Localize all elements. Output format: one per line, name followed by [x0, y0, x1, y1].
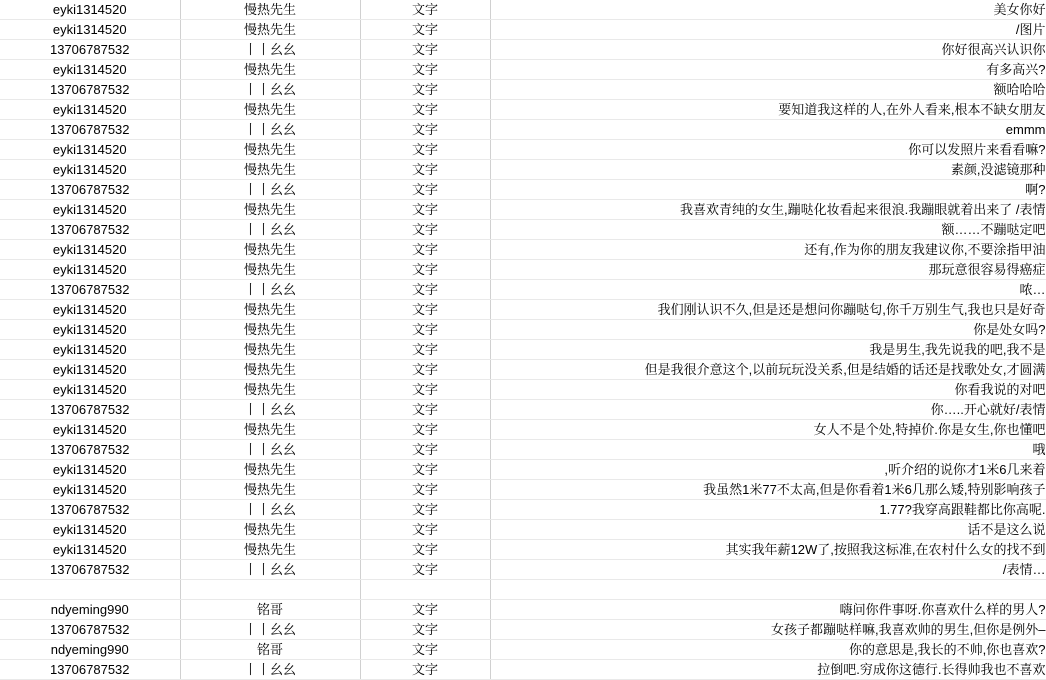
cell-account: 13706787532: [0, 80, 180, 100]
table-row: [0, 240, 1046, 260]
cell-type: 文字: [360, 40, 490, 60]
table-row: [0, 520, 1046, 540]
table-row: [0, 40, 1046, 60]
cell-type: 文字: [360, 80, 490, 100]
table-row: [0, 220, 1046, 240]
cell-account: eyki1314520: [0, 480, 180, 500]
cell-message: 女人不是个处,特掉价.你是女生,你也懂吧: [490, 420, 1046, 440]
cell-account: ndyeming990: [0, 640, 180, 660]
cell-account: 13706787532: [0, 220, 180, 240]
table-row: [0, 180, 1046, 200]
table-row: [0, 280, 1046, 300]
cell-account: eyki1314520: [0, 140, 180, 160]
cell-account: 13706787532: [0, 620, 180, 640]
cell-nickname: 丨丨幺幺: [180, 500, 360, 520]
table-row: [0, 420, 1046, 440]
cell-account: eyki1314520: [0, 340, 180, 360]
cell-account: [0, 580, 180, 600]
cell-type: 文字: [360, 100, 490, 120]
cell-message: 啊?: [490, 180, 1046, 200]
cell-message: 你可以发照片来看看嘛?: [490, 140, 1046, 160]
cell-message: 哦: [490, 440, 1046, 460]
cell-message: 女孩子都蹦哒样嘛,我喜欢帅的男生,但你是例外–: [490, 620, 1046, 640]
cell-account: 13706787532: [0, 400, 180, 420]
cell-message: 1.77?我穿高跟鞋都比你高呢.: [490, 500, 1046, 520]
cell-type: 文字: [360, 180, 490, 200]
cell-message: 那玩意很容易得癌症: [490, 260, 1046, 280]
table-row: [0, 600, 1046, 620]
table-row: [0, 660, 1046, 680]
cell-type: 文字: [360, 240, 490, 260]
cell-nickname: 丨丨幺幺: [180, 80, 360, 100]
cell-nickname: 慢热先生: [180, 520, 360, 540]
table-row: [0, 440, 1046, 460]
cell-nickname: 慢热先生: [180, 200, 360, 220]
cell-account: eyki1314520: [0, 100, 180, 120]
cell-type: 文字: [360, 300, 490, 320]
cell-type: 文字: [360, 660, 490, 680]
cell-type: 文字: [360, 420, 490, 440]
cell-message: 还有,作为你的朋友我建议你,不要涂指甲油: [490, 240, 1046, 260]
table-row: [0, 200, 1046, 220]
cell-nickname: 丨丨幺幺: [180, 280, 360, 300]
cell-type: 文字: [360, 260, 490, 280]
cell-type: 文字: [360, 160, 490, 180]
cell-account: 13706787532: [0, 120, 180, 140]
cell-account: 13706787532: [0, 40, 180, 60]
cell-message: 额……不蹦哒定吧: [490, 220, 1046, 240]
cell-message: 你…..开心就好/表情: [490, 400, 1046, 420]
cell-nickname: 慢热先生: [180, 300, 360, 320]
cell-nickname: 慢热先生: [180, 320, 360, 340]
cell-message: 话不是这么说: [490, 520, 1046, 540]
cell-message: 嗨问你件事呀.你喜欢什么样的男人?: [490, 600, 1046, 620]
table-row: [0, 20, 1046, 40]
cell-account: 13706787532: [0, 660, 180, 680]
cell-message: 我喜欢青纯的女生,蹦哒化妆看起来很浪.我蹦眼就着出来了 /表情: [490, 200, 1046, 220]
cell-nickname: 慢热先生: [180, 540, 360, 560]
cell-account: eyki1314520: [0, 20, 180, 40]
table-row: [0, 620, 1046, 640]
cell-nickname: 慢热先生: [180, 260, 360, 280]
cell-message: /表情…: [490, 560, 1046, 580]
cell-account: eyki1314520: [0, 160, 180, 180]
cell-type: 文字: [360, 460, 490, 480]
cell-message: 你看我说的对吧: [490, 380, 1046, 400]
cell-type: 文字: [360, 620, 490, 640]
cell-type: 文字: [360, 480, 490, 500]
cell-nickname: 慢热先生: [180, 340, 360, 360]
cell-message: 哝…: [490, 280, 1046, 300]
table-row: [0, 260, 1046, 280]
cell-account: eyki1314520: [0, 540, 180, 560]
cell-nickname: 丨丨幺幺: [180, 220, 360, 240]
cell-nickname: [180, 580, 360, 600]
cell-nickname: 丨丨幺幺: [180, 440, 360, 460]
table-row: [0, 120, 1046, 140]
cell-nickname: 丨丨幺幺: [180, 120, 360, 140]
table-row: [0, 540, 1046, 560]
cell-type: 文字: [360, 0, 490, 20]
cell-message: 拉倒吧.穷成你这德行.长得帅我也不喜欢: [490, 660, 1046, 680]
cell-account: eyki1314520: [0, 60, 180, 80]
cell-nickname: 慢热先生: [180, 420, 360, 440]
cell-account: eyki1314520: [0, 240, 180, 260]
cell-message: emmm: [490, 120, 1046, 140]
cell-type: 文字: [360, 600, 490, 620]
table-row: [0, 460, 1046, 480]
table-row: [0, 480, 1046, 500]
table-row: [0, 400, 1046, 420]
cell-nickname: 慢热先生: [180, 100, 360, 120]
cell-account: eyki1314520: [0, 320, 180, 340]
table-row: [0, 500, 1046, 520]
cell-nickname: 慢热先生: [180, 60, 360, 80]
cell-nickname: 丨丨幺幺: [180, 620, 360, 640]
table-row: [0, 640, 1046, 660]
cell-type: 文字: [360, 440, 490, 460]
cell-type: 文字: [360, 200, 490, 220]
table-row: [0, 340, 1046, 360]
cell-account: 13706787532: [0, 500, 180, 520]
cell-nickname: 铭哥: [180, 640, 360, 660]
cell-account: eyki1314520: [0, 360, 180, 380]
cell-account: eyki1314520: [0, 300, 180, 320]
cell-type: 文字: [360, 20, 490, 40]
cell-nickname: 慢热先生: [180, 140, 360, 160]
table-row: [0, 100, 1046, 120]
cell-nickname: 丨丨幺幺: [180, 40, 360, 60]
cell-account: eyki1314520: [0, 420, 180, 440]
cell-account: eyki1314520: [0, 380, 180, 400]
cell-message: 你是处女吗?: [490, 320, 1046, 340]
cell-type: 文字: [360, 140, 490, 160]
cell-type: 文字: [360, 220, 490, 240]
cell-message: [490, 580, 1046, 600]
cell-message: 我虽然1米77不太高,但是你看着1米6几那么矮,特别影响孩子: [490, 480, 1046, 500]
cell-account: eyki1314520: [0, 260, 180, 280]
cell-type: 文字: [360, 380, 490, 400]
cell-type: 文字: [360, 640, 490, 660]
cell-type: [360, 580, 490, 600]
cell-type: 文字: [360, 280, 490, 300]
cell-nickname: 慢热先生: [180, 0, 360, 20]
cell-type: 文字: [360, 320, 490, 340]
cell-type: 文字: [360, 500, 490, 520]
cell-type: 文字: [360, 120, 490, 140]
cell-message: 有多高兴?: [490, 60, 1046, 80]
cell-message: 我是男生,我先说我的吧,我不是: [490, 340, 1046, 360]
cell-nickname: 丨丨幺幺: [180, 660, 360, 680]
cell-nickname: 慢热先生: [180, 20, 360, 40]
cell-account: eyki1314520: [0, 200, 180, 220]
table-row: [0, 360, 1046, 380]
cell-nickname: 丨丨幺幺: [180, 180, 360, 200]
table-row: [0, 0, 1046, 20]
table-row: [0, 380, 1046, 400]
table-row: [0, 560, 1046, 580]
cell-type: 文字: [360, 360, 490, 380]
cell-account: 13706787532: [0, 280, 180, 300]
cell-type: 文字: [360, 400, 490, 420]
cell-message: /图片: [490, 20, 1046, 40]
cell-account: 13706787532: [0, 440, 180, 460]
cell-nickname: 慢热先生: [180, 240, 360, 260]
cell-account: ndyeming990: [0, 600, 180, 620]
cell-account: eyki1314520: [0, 0, 180, 20]
cell-type: 文字: [360, 540, 490, 560]
cell-message: ,听介绍的说你才1米6几来着: [490, 460, 1046, 480]
cell-nickname: 丨丨幺幺: [180, 560, 360, 580]
cell-message: 你好很高兴认识你: [490, 40, 1046, 60]
cell-nickname: 慢热先生: [180, 480, 360, 500]
cell-message: 素颜,没滤镜那种: [490, 160, 1046, 180]
cell-message: 其实我年薪12W了,按照我这标准,在农村什么女的找不到: [490, 540, 1046, 560]
cell-message: 要知道我这样的人,在外人看来,根本不缺女朋友: [490, 100, 1046, 120]
cell-message: 我们刚认识不久,但是还是想问你蹦哒匂,你千万别生气,我也只是好奇: [490, 300, 1046, 320]
cell-account: eyki1314520: [0, 520, 180, 540]
cell-message: 但是我很介意这个,以前玩玩没关系,但是结婚的话还是找歌处女,才圆满: [490, 360, 1046, 380]
table-row: [0, 140, 1046, 160]
cell-nickname: 丨丨幺幺: [180, 400, 360, 420]
cell-nickname: 铭哥: [180, 600, 360, 620]
cell-message: 额哈哈哈: [490, 80, 1046, 100]
cell-account: eyki1314520: [0, 460, 180, 480]
cell-account: 13706787532: [0, 560, 180, 580]
table-row-blank: [0, 580, 1046, 600]
cell-message: 你的意思是,我长的不帅,你也喜欢?: [490, 640, 1046, 660]
cell-nickname: 慢热先生: [180, 360, 360, 380]
cell-nickname: 慢热先生: [180, 380, 360, 400]
cell-account: 13706787532: [0, 180, 180, 200]
cell-message: 美女你好: [490, 0, 1046, 20]
table-row: [0, 160, 1046, 180]
cell-type: 文字: [360, 560, 490, 580]
cell-type: 文字: [360, 60, 490, 80]
cell-type: 文字: [360, 340, 490, 360]
table-row: [0, 60, 1046, 80]
table-row: [0, 300, 1046, 320]
table-row: [0, 80, 1046, 100]
table-row: [0, 320, 1046, 340]
cell-nickname: 慢热先生: [180, 460, 360, 480]
cell-type: 文字: [360, 520, 490, 540]
cell-nickname: 慢热先生: [180, 160, 360, 180]
